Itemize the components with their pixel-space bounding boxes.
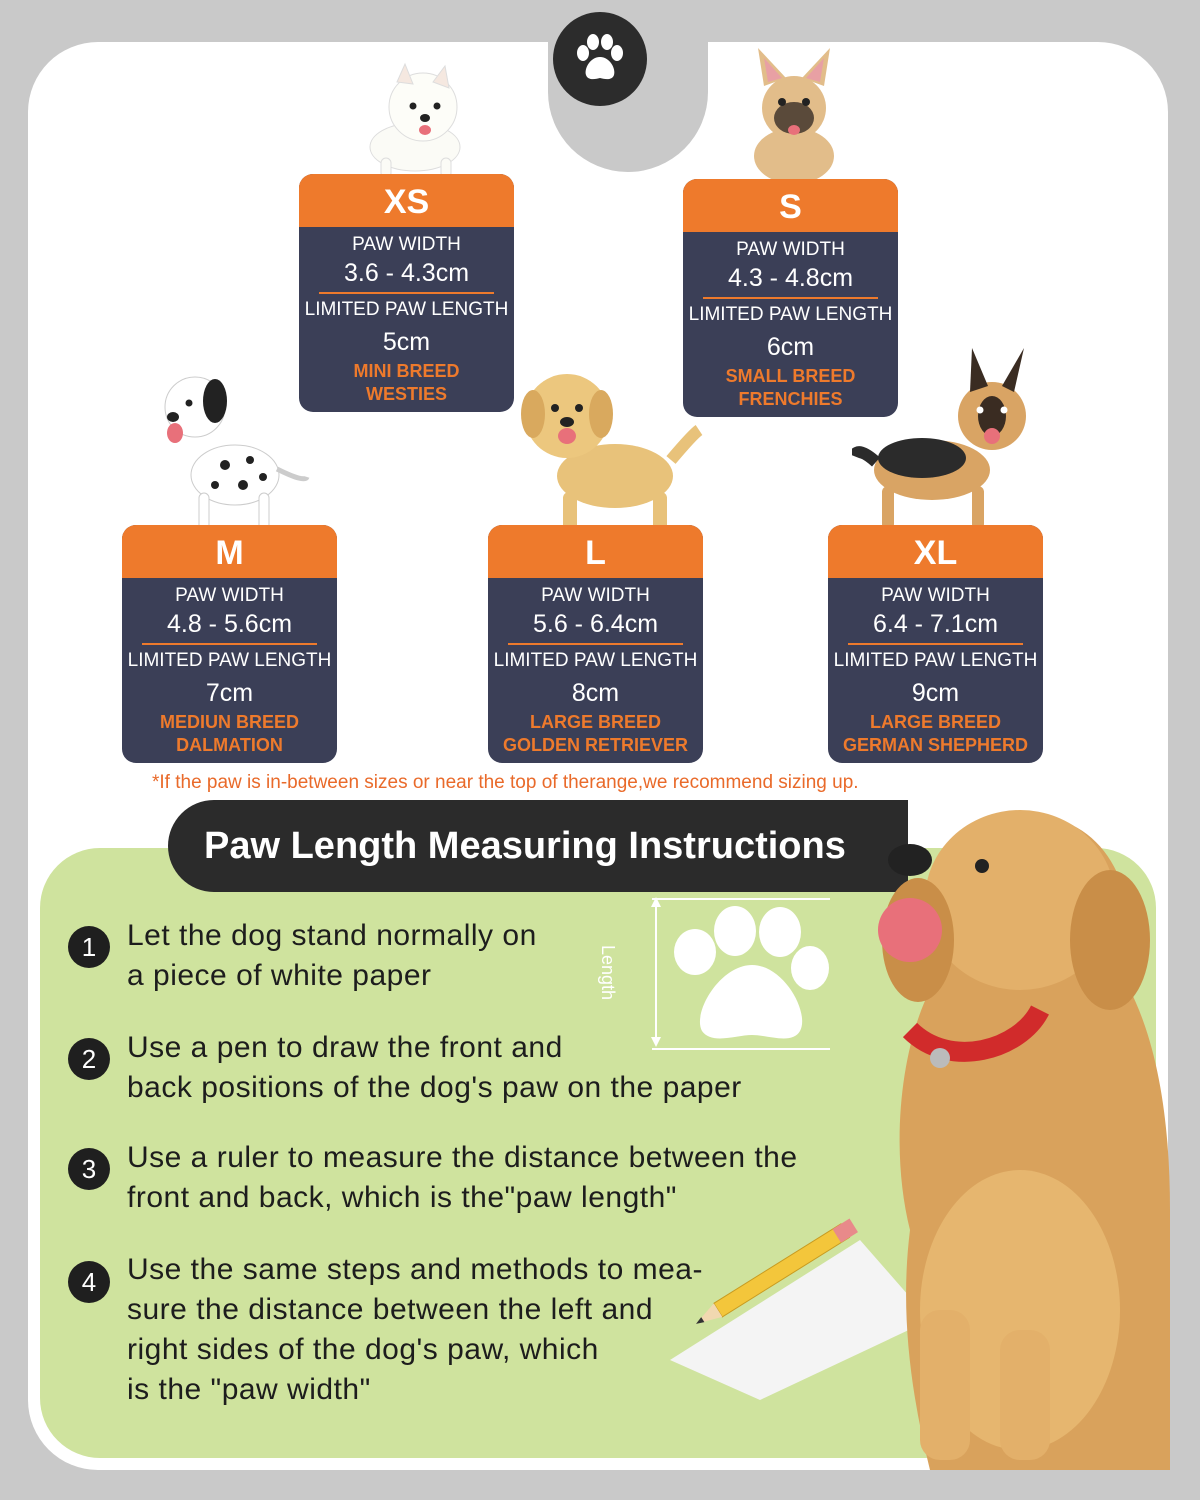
paw-length-value: 8cm	[571, 679, 620, 707]
paw-badge	[553, 12, 647, 106]
paw-width-label: PAW WIDTH	[736, 239, 845, 260]
size-card-s	[683, 179, 898, 417]
length-label: Length	[598, 945, 618, 1001]
divider	[319, 292, 494, 294]
breed-type: LARGE BREED	[869, 712, 1001, 732]
paw-width-label: PAW WIDTH	[352, 234, 461, 255]
size-label: L	[488, 525, 703, 578]
step-number: 4	[68, 1261, 110, 1303]
paw-length-label: LIMITED PAW LENGTH	[304, 299, 509, 320]
instructions-title: Paw Length Measuring Instructions	[168, 800, 908, 892]
step-number: 1	[68, 926, 110, 968]
paw-width-value: 4.3 - 4.8cm	[727, 264, 854, 292]
paw-width-value: 4.8 - 5.6cm	[166, 610, 293, 638]
step-text: Let the dog stand normally on a piece of white paper	[127, 919, 537, 992]
dalmatian-illustration	[155, 365, 315, 533]
breed-name: DALMATION	[176, 735, 283, 755]
size-card-l	[488, 525, 703, 763]
sizing-note: *If the paw is in-between sizes or near the top of therange,we recommend sizing up.	[152, 772, 859, 793]
divider	[142, 643, 317, 645]
paw-width-label: PAW WIDTH	[881, 585, 990, 606]
paw-width-label: PAW WIDTH	[541, 585, 650, 606]
paw-length-value: 9cm	[911, 679, 960, 707]
frenchie-illustration	[736, 44, 846, 184]
paw-length-value: 5cm	[382, 328, 431, 356]
divider	[703, 297, 878, 299]
breed-name: GERMAN SHEPHERD	[842, 735, 1029, 755]
paw-width-value: 5.6 - 6.4cm	[532, 610, 659, 638]
step-text: Use a pen to draw the front and back positions of the dog's paw on the paper	[127, 1031, 742, 1104]
step-text: Use the same steps and methods to mea- sure the distance between the left and right sides of the dog's paw, which is the "paw width"	[127, 1253, 703, 1406]
breed-type: LARGE BREED	[529, 712, 661, 732]
step-number: 3	[68, 1148, 110, 1190]
paw-length-value: 7cm	[205, 679, 254, 707]
golden-retriever-illustration	[515, 364, 705, 534]
step-number: 2	[68, 1038, 110, 1080]
westie-illustration	[345, 62, 475, 180]
divider	[508, 643, 683, 645]
paw-length-label: LIMITED PAW LENGTH	[127, 650, 332, 671]
size-label: M	[122, 525, 337, 578]
breed-type: MINI BREED	[353, 361, 460, 381]
size-card-xl	[828, 525, 1043, 763]
size-label: XS	[299, 174, 514, 227]
step-text: Use a ruler to measure the distance between the front and back, which is the"paw length"	[127, 1141, 798, 1214]
paw-width-value: 3.6 - 4.3cm	[343, 259, 470, 287]
breed-type: MEDIUN BREED	[159, 712, 299, 732]
breed-name: GOLDEN RETRIEVER	[502, 735, 689, 755]
size-label: S	[683, 179, 898, 232]
golden-retriever-photo	[870, 790, 1170, 1470]
paw-width-value: 6.4 - 7.1cm	[872, 610, 999, 638]
paw-length-label: LIMITED PAW LENGTH	[493, 650, 698, 671]
breed-name: WESTIES	[365, 384, 447, 404]
size-card-m	[122, 525, 337, 763]
divider	[848, 643, 1023, 645]
paw-width-label: PAW WIDTH	[175, 585, 284, 606]
paw-icon	[572, 33, 628, 85]
paw-length-label: LIMITED PAW LENGTH	[833, 650, 1038, 671]
breed-name: FRENCHIES	[738, 389, 843, 409]
size-card-xs	[299, 174, 514, 412]
paw-length-value: 6cm	[766, 333, 815, 361]
paw-length-label: LIMITED PAW LENGTH	[688, 304, 893, 325]
size-label: XL	[828, 525, 1043, 578]
breed-type: SMALL BREED	[725, 366, 856, 386]
